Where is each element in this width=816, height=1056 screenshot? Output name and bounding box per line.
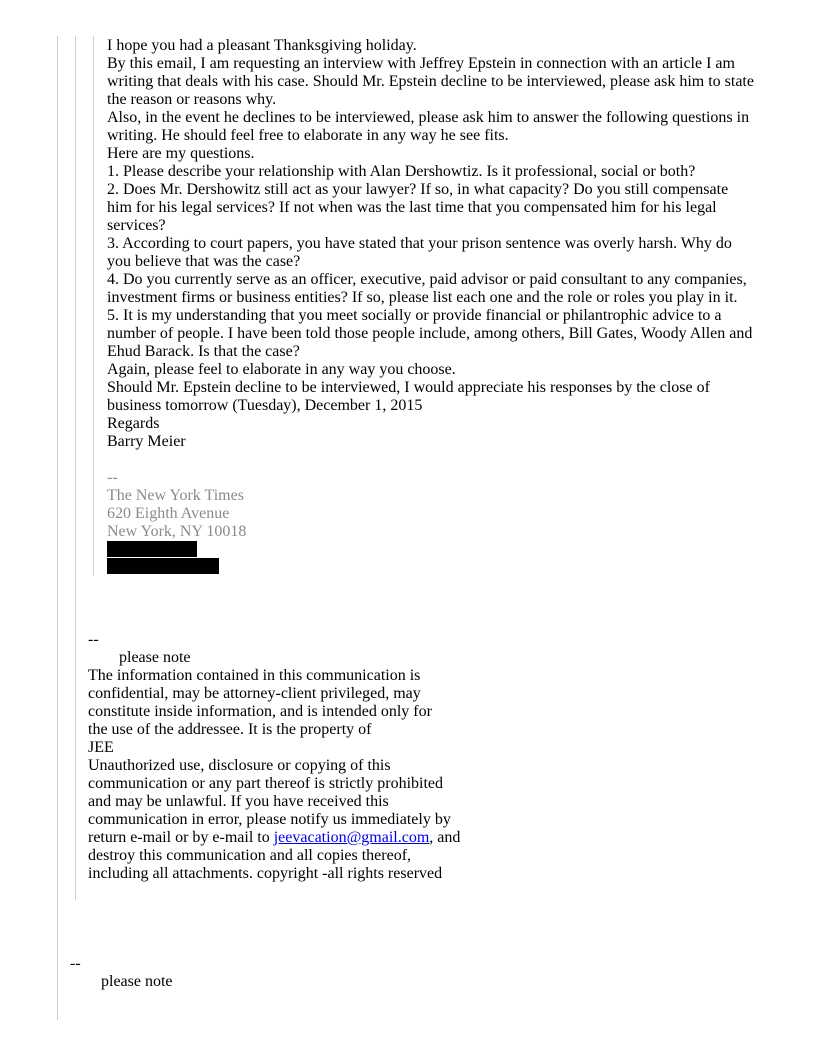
redaction-bar (107, 558, 219, 574)
quote-bar-inner (93, 36, 94, 576)
question-4: 4. Do you currently serve as an officer, executive, paid advisor or paid consultant to any companies, investment firms or business entities? If so, please list each one and the role or roles you play in it. (107, 271, 747, 306)
questions-intro: Here are my questions. (107, 145, 255, 162)
disclaimer-heading: please note (119, 649, 191, 666)
elaborate-paragraph: Again, please feel to elaborate in any way you choose. (107, 361, 456, 378)
signature-address-1: 620 Eighth Avenue (107, 505, 230, 522)
question-1: 1. Please describe your relationship with Alan Dershowtiz. Is it professional, social or both? (107, 163, 696, 180)
outer-separator: -- (70, 955, 81, 972)
disclaimer-line: the use of the addressee. It is the property of (88, 721, 372, 738)
outer-heading: please note (101, 973, 173, 990)
request-paragraph: By this email, I am requesting an interview with Jeffrey Epstein in connection with an article I am writing that deals with his case. Should Mr. Epstein decline to be interviewed, please ask him to state the reason or reasons why. (107, 55, 754, 108)
quote-bar-middle (75, 36, 76, 900)
signature-org: The New York Times (107, 487, 244, 504)
redaction-bar (107, 541, 197, 557)
question-2: 2. Does Mr. Dershowitz still act as your lawyer? If so, in what capacity? Do you still compensate him for his legal services? If not when was the last time that you compensated him for his legal services? (107, 181, 729, 234)
signature-separator: -- (107, 469, 118, 486)
disclaimer-line: communication or any part thereof is strictly prohibited (88, 775, 444, 792)
disclaimer-line: destroy this communication and all copies thereof, (88, 847, 412, 864)
disclaimer-line: The information contained in this communication is (88, 667, 421, 684)
quote-bar-outer (57, 36, 58, 1020)
disclaimer-line: confidential, may be attorney-client privileged, may (88, 685, 421, 702)
written-answers-paragraph: Also, in the event he declines to be interviewed, please ask him to answer the following questions in writing. He should feel free to elaborate in any way he see fits. (107, 109, 750, 144)
deadline-paragraph: Should Mr. Epstein decline to be interviewed, I would appreciate his responses by the close of business tomorrow (Tuesday), December 1, 2015 (107, 379, 710, 414)
disclaimer-line: Unauthorized use, disclosure or copying of this (88, 757, 391, 774)
disclaimer-line: communication in error, please notify us immediately by (88, 811, 451, 828)
disclaimer-line: JEE (88, 739, 114, 756)
disclaimer-block (88, 631, 488, 883)
question-3: 3. According to court papers, you have stated that your prison sentence was overly harsh. Why do you believe that was the case? (107, 235, 732, 270)
sender-name: Barry Meier (107, 433, 186, 450)
disclaimer-email-line (88, 829, 488, 847)
email-line-suffix: , and (429, 829, 461, 846)
closing: Regards (107, 415, 160, 432)
question-5: 5. It is my understanding that you meet socially or provide financial or philantrophic advice to a number of people. I have been told those people include, among others, Bill Gates, Woody Allen and Ehud Barack. Is that the case? (107, 307, 753, 360)
disclaimer-line: and may be unlawful. If you have received this (88, 793, 389, 810)
signature (107, 469, 757, 574)
email-link[interactable]: jeevacation@gmail.com (273, 829, 430, 846)
quoted-email-body (107, 37, 757, 575)
email-line-prefix: return e-mail or by e-mail to (88, 829, 274, 846)
greeting-paragraph: I hope you had a pleasant Thanksgiving holiday. (107, 37, 417, 54)
signature-address-2: New York, NY 10018 (107, 523, 247, 540)
disclaimer-line: constitute inside information, and is intended only for (88, 703, 432, 720)
disclaimer-line: including all attachments. copyright -all rights reserved (88, 865, 443, 882)
outer-footer (70, 955, 370, 991)
disclaimer-separator: -- (88, 631, 99, 648)
